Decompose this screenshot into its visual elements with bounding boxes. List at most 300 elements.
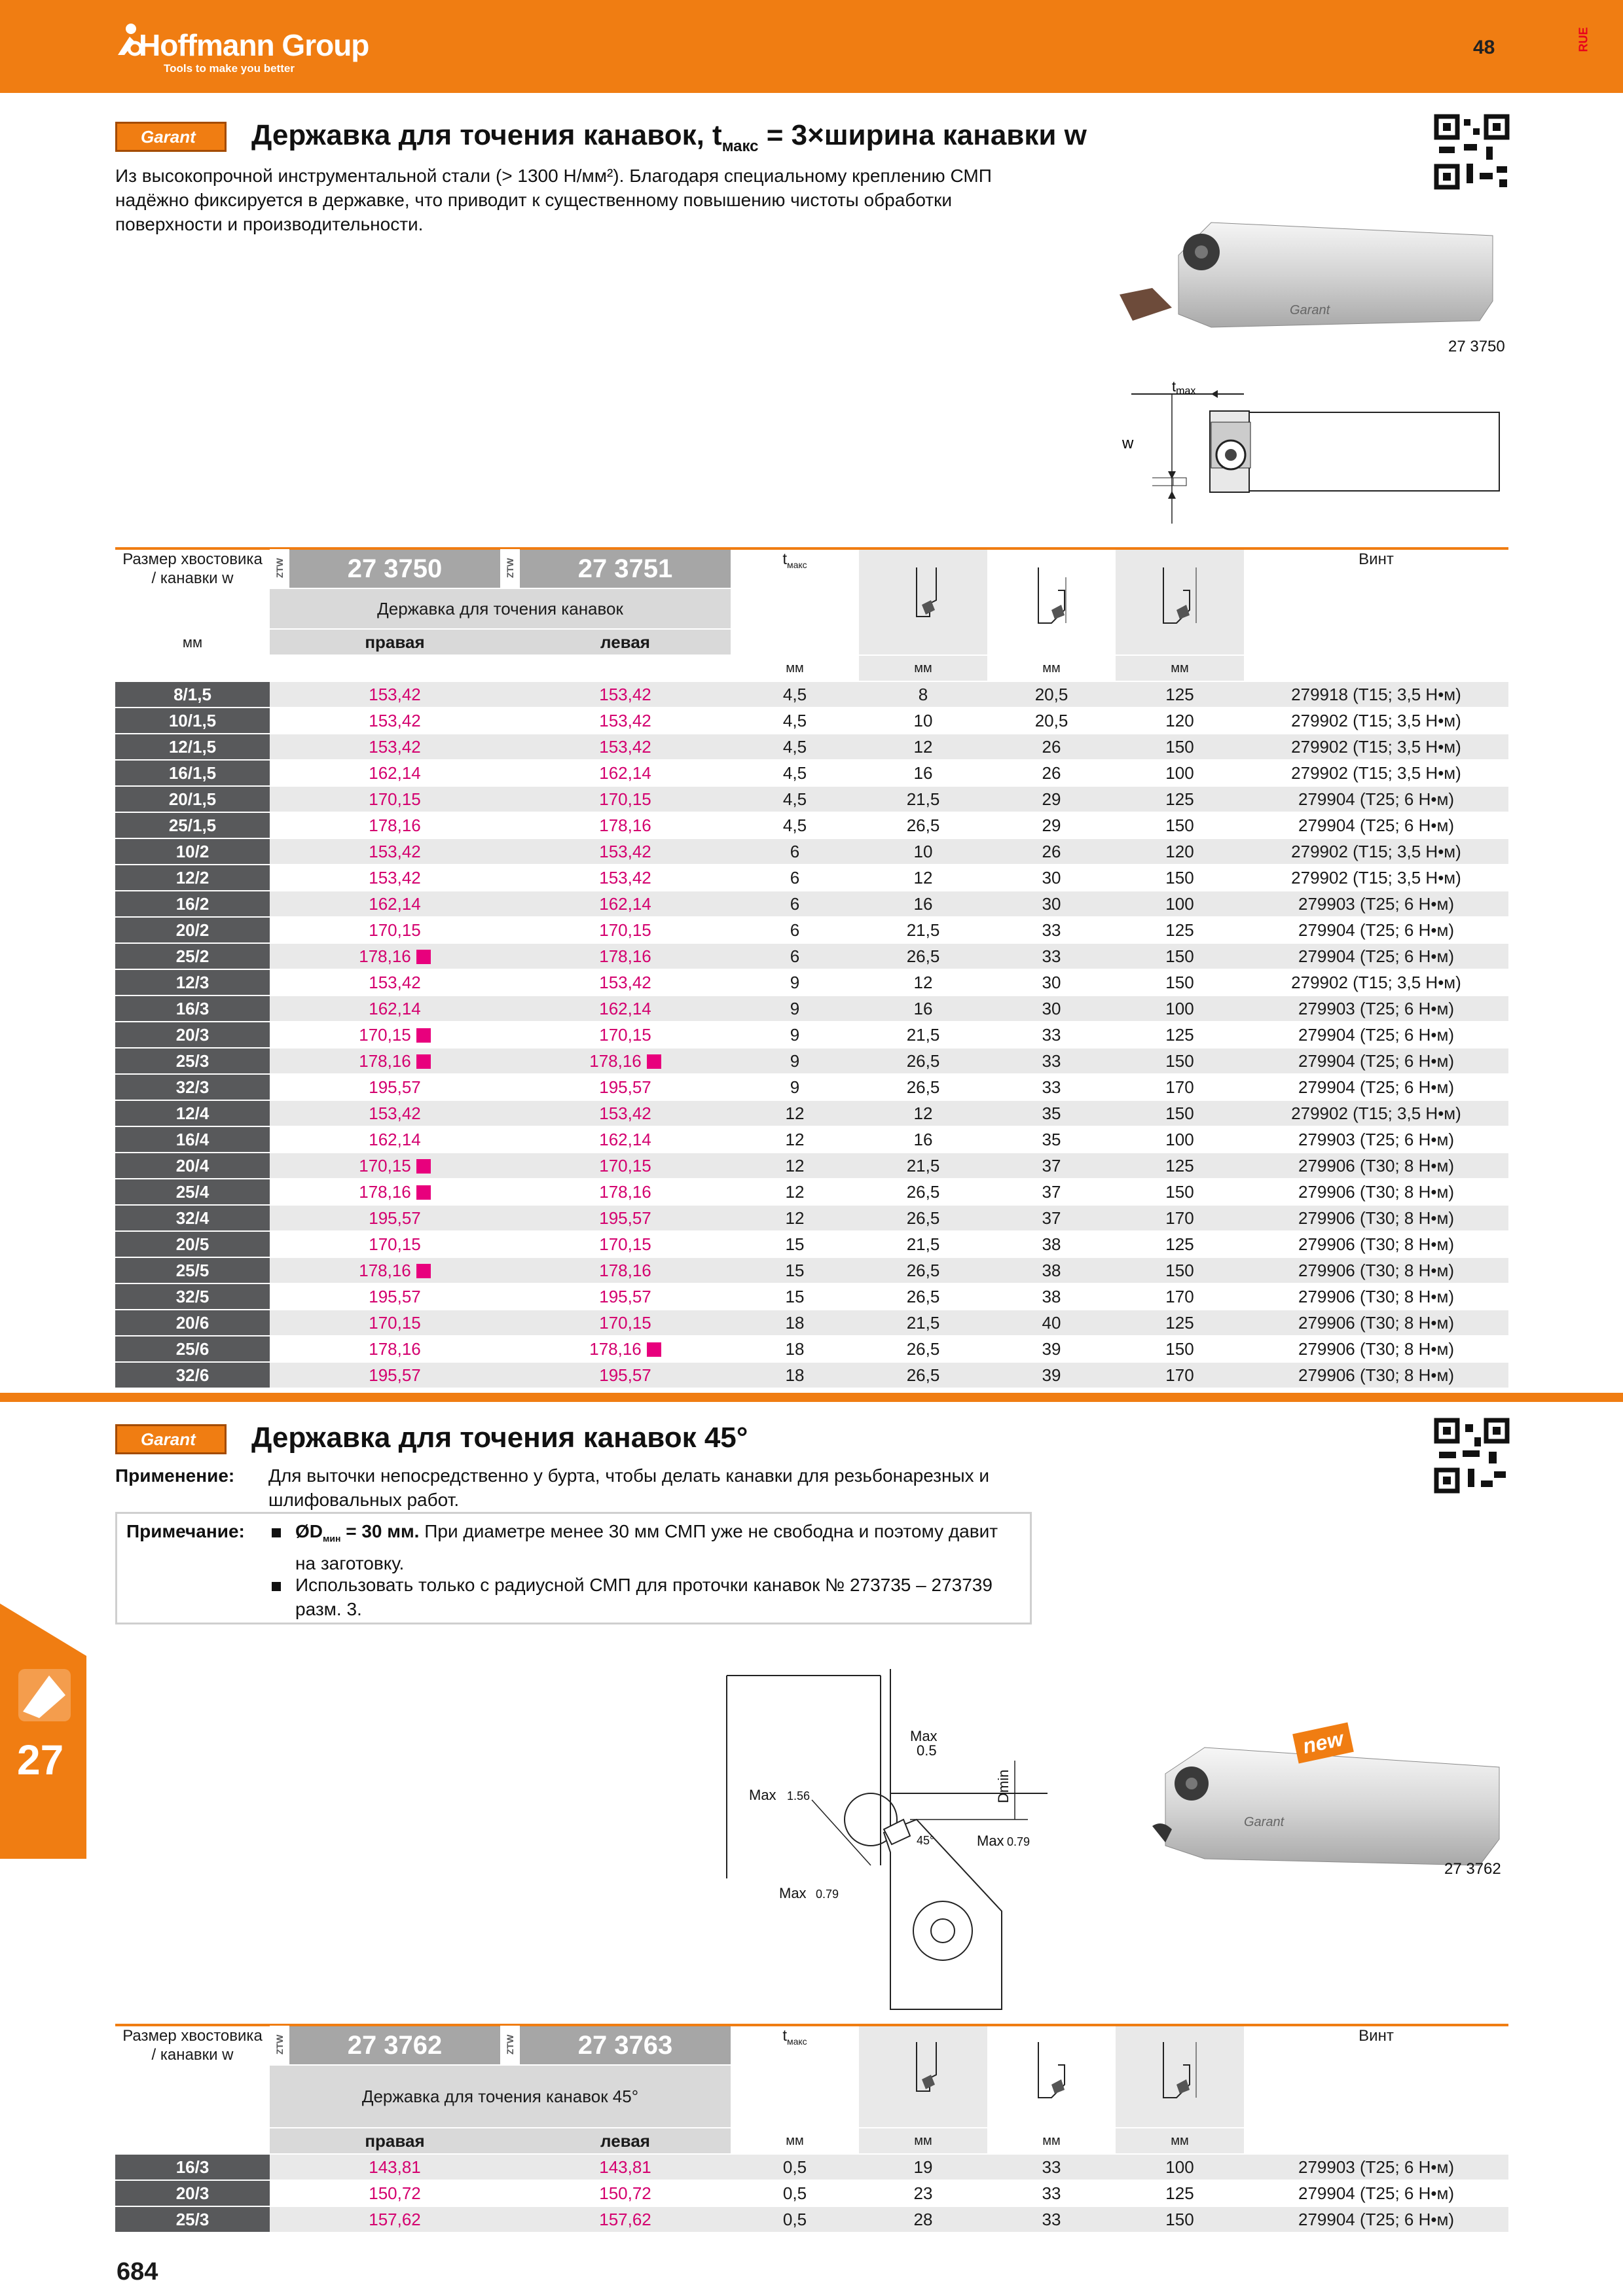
dim-3-value-text: 170 xyxy=(1165,1286,1194,1306)
price-left[interactable] xyxy=(520,1336,731,1362)
spacer xyxy=(500,708,520,734)
price-left[interactable] xyxy=(520,734,731,760)
shank-size-text: 32/4 xyxy=(175,1208,210,1228)
table-row xyxy=(115,996,1508,1022)
shank-size-text: 20/3 xyxy=(175,1024,210,1045)
spacer xyxy=(270,1022,289,1048)
price-left-text: 178,16 xyxy=(589,1338,642,1359)
dim-1-value-text: 21,5 xyxy=(906,1024,940,1045)
price-right[interactable] xyxy=(289,1310,500,1336)
dim-1-value-text: 23 xyxy=(913,2183,933,2203)
shank-size xyxy=(115,1074,270,1100)
screw-value-text: 279904 (T25; 6 Н•м) xyxy=(1298,1077,1454,1097)
screw-value xyxy=(1244,1074,1508,1100)
dim-3-value-text: 100 xyxy=(1165,762,1194,783)
size-column-header: Размер хвостовика / канавки w xyxy=(115,548,270,588)
price-right[interactable] xyxy=(289,1100,500,1126)
table-row xyxy=(115,1179,1508,1205)
dim-2-value-text: 35 xyxy=(1042,1103,1061,1123)
price-left[interactable] xyxy=(520,786,731,812)
dim-1-value-text: 16 xyxy=(913,762,933,783)
dim-2-value xyxy=(987,1179,1116,1205)
dim-1-value-text: 26,5 xyxy=(906,946,940,966)
dim-2-value xyxy=(987,2206,1116,2233)
brand-name[interactable]: Hoffmann Group xyxy=(139,28,369,62)
dim-3-value-text: 170 xyxy=(1165,1208,1194,1228)
price-left[interactable] xyxy=(520,943,731,969)
tmax-value-text: 9 xyxy=(790,972,800,992)
shank-size xyxy=(115,838,270,865)
price-right-text: 170,15 xyxy=(369,920,421,940)
dim-icon-3 xyxy=(1116,2025,1244,2128)
price-left[interactable] xyxy=(520,2154,731,2180)
dim-2-value xyxy=(987,1231,1116,1257)
screw-value xyxy=(1244,1231,1508,1257)
price-right-text: 143,81 xyxy=(369,2157,421,2177)
dim-2-value-text: 20,5 xyxy=(1034,710,1068,730)
svg-text:0.79: 0.79 xyxy=(1007,1835,1030,1848)
tmax-value-text: 6 xyxy=(790,867,800,888)
dim-2-value-text: 29 xyxy=(1042,815,1061,835)
price-right[interactable] xyxy=(289,1205,500,1231)
section1-description: Из высокопрочной инструментальной стали (> 1300 Н/мм²). Благодаря специальному креплению СМП надёжно фиксируется в державке, что приводит к существенному повышению чистоты обработки поверхности и производительности. xyxy=(115,166,992,234)
shank-size-text: 32/3 xyxy=(175,1077,210,1097)
price-left[interactable] xyxy=(520,1048,731,1074)
tmax-value xyxy=(731,891,859,917)
shank-size-text: 32/5 xyxy=(175,1286,210,1306)
dim-3-value-text: 125 xyxy=(1165,1155,1194,1175)
size-column-header: Размер хвостовика / канавки w xyxy=(115,2025,270,2065)
stock-marker-icon xyxy=(647,1054,661,1069)
dim-2-value-text: 33 xyxy=(1042,1050,1061,1071)
price-right[interactable] xyxy=(289,681,500,708)
screw-value xyxy=(1244,1310,1508,1336)
dim-2-value-text: 30 xyxy=(1042,998,1061,1018)
tmax-value xyxy=(731,786,859,812)
dim-2-value-text: 26 xyxy=(1042,841,1061,861)
ztw-label: ZTW xyxy=(500,2025,520,2065)
dim-1-value xyxy=(859,812,987,838)
stock-marker-icon xyxy=(416,1028,431,1043)
table-row xyxy=(115,917,1508,943)
shank-size-text: 20/4 xyxy=(175,1155,210,1175)
price-left-text: 162,14 xyxy=(599,762,651,783)
price-right[interactable] xyxy=(289,891,500,917)
screw-value xyxy=(1244,1362,1508,1388)
table-row xyxy=(115,943,1508,969)
price-left[interactable] xyxy=(520,1179,731,1205)
article-header-right[interactable]: 27 3750 xyxy=(289,548,500,588)
price-left-text: 143,81 xyxy=(599,2157,651,2177)
dim-2-value xyxy=(987,917,1116,943)
price-right[interactable] xyxy=(289,1048,500,1074)
dim-1-value xyxy=(859,2154,987,2180)
shank-size-text: 20/6 xyxy=(175,1312,210,1333)
price-right[interactable] xyxy=(289,838,500,865)
price-left[interactable] xyxy=(520,2206,731,2233)
screw-value-text: 279906 (T30; 8 Н•м) xyxy=(1298,1260,1454,1280)
screw-value xyxy=(1244,1100,1508,1126)
screw-value-text: 279902 (T15; 3,5 Н•м) xyxy=(1291,736,1461,757)
shank-size-text: 25/3 xyxy=(175,1050,210,1071)
price-right[interactable] xyxy=(289,943,500,969)
spacer xyxy=(270,760,289,786)
spacer xyxy=(500,2154,520,2180)
table-row xyxy=(115,1231,1508,1257)
table-row xyxy=(115,969,1508,996)
stock-marker-icon xyxy=(416,1264,431,1278)
table-row xyxy=(115,1257,1508,1283)
price-right[interactable] xyxy=(289,1336,500,1362)
price-right-text: 178,16 xyxy=(359,1050,411,1071)
tmax-value-text: 4,5 xyxy=(782,736,807,757)
dim-1-value xyxy=(859,1153,987,1179)
table-row xyxy=(115,760,1508,786)
dim-3-value-text: 150 xyxy=(1165,1050,1194,1071)
tmax-value xyxy=(731,1126,859,1153)
shank-size-text: 12/3 xyxy=(175,972,210,992)
screw-value-text: 279906 (T30; 8 Н•м) xyxy=(1298,1234,1454,1254)
screw-value-text: 279906 (T30; 8 Н•м) xyxy=(1298,1208,1454,1228)
tmax-value xyxy=(731,1205,859,1231)
tmax-value xyxy=(731,708,859,734)
dim-3-value-text: 125 xyxy=(1165,1234,1194,1254)
dim-1-value-text: 16 xyxy=(913,1129,933,1149)
spacer xyxy=(500,1283,520,1310)
screw-value xyxy=(1244,1126,1508,1153)
left-label: левая xyxy=(520,2128,731,2154)
price-right[interactable] xyxy=(289,2154,500,2180)
price-right[interactable] xyxy=(289,1257,500,1283)
price-left[interactable] xyxy=(520,838,731,865)
price-left-text: 195,57 xyxy=(599,1365,651,1385)
spacer xyxy=(270,681,289,708)
dim-1-value xyxy=(859,1231,987,1257)
shank-size xyxy=(115,1179,270,1205)
screw-value-text: 279903 (T25; 6 Н•м) xyxy=(1298,893,1454,914)
price-left-text: 170,15 xyxy=(599,1024,651,1045)
price-right-text: 178,16 xyxy=(359,946,411,966)
shank-size xyxy=(115,1310,270,1336)
dim-2-value xyxy=(987,1022,1116,1048)
dim-2-value xyxy=(987,1100,1116,1126)
tmax-value-text: 0,5 xyxy=(782,2209,807,2229)
spacer xyxy=(500,681,520,708)
dim-2-value-text: 38 xyxy=(1042,1286,1061,1306)
svg-text:Max: Max xyxy=(977,1833,1004,1849)
application-label: Применение: xyxy=(115,1465,235,1486)
dim-3-value xyxy=(1116,865,1244,891)
price-left[interactable] xyxy=(520,708,731,734)
dim-3-value xyxy=(1116,1283,1244,1310)
dim-2-value-text: 39 xyxy=(1042,1365,1061,1385)
shank-size-text: 16/3 xyxy=(175,2157,210,2177)
price-right-text: 162,14 xyxy=(369,1129,421,1149)
price-right[interactable] xyxy=(289,2180,500,2206)
tmax-value-text: 4,5 xyxy=(782,684,807,704)
dim-2-value xyxy=(987,996,1116,1022)
price-left[interactable] xyxy=(520,760,731,786)
dim-3-value xyxy=(1116,2180,1244,2206)
price-right[interactable] xyxy=(289,969,500,996)
dim-1-value xyxy=(859,786,987,812)
hoffmann-logo-icon xyxy=(115,22,141,56)
price-left[interactable] xyxy=(520,1205,731,1231)
spacer xyxy=(500,2206,520,2233)
price-right-text: 195,57 xyxy=(369,1208,421,1228)
dim-2-value xyxy=(987,969,1116,996)
dim-3-value-text: 150 xyxy=(1165,1260,1194,1280)
price-right[interactable] xyxy=(289,1074,500,1100)
dim-1-value xyxy=(859,891,987,917)
dim-2-value xyxy=(987,1153,1116,1179)
dim-3-value xyxy=(1116,786,1244,812)
dim-3-value-text: 100 xyxy=(1165,1129,1194,1149)
shank-size-text: 8/1,5 xyxy=(173,684,211,704)
dim-2-value xyxy=(987,838,1116,865)
price-left-text: 153,42 xyxy=(599,1103,651,1123)
image-caption-1: 27 3750 xyxy=(1448,338,1505,355)
chapter-number[interactable]: 27 xyxy=(17,1736,64,1784)
price-right[interactable] xyxy=(289,760,500,786)
tmax-value xyxy=(731,865,859,891)
price-right[interactable] xyxy=(289,786,500,812)
price-left[interactable] xyxy=(520,681,731,708)
table-row xyxy=(115,2206,1508,2233)
price-left[interactable] xyxy=(520,891,731,917)
price-right[interactable] xyxy=(289,1231,500,1257)
price-right[interactable] xyxy=(289,1283,500,1310)
price-left[interactable] xyxy=(520,1231,731,1257)
dim-3-value-text: 120 xyxy=(1165,841,1194,861)
dim-3-value xyxy=(1116,838,1244,865)
dim-3-value xyxy=(1116,2206,1244,2233)
dim-3-value-text: 170 xyxy=(1165,1077,1194,1097)
article-header-right[interactable]: 27 3762 xyxy=(289,2025,500,2065)
shank-size-text: 25/4 xyxy=(175,1181,210,1202)
spec-table-1 xyxy=(115,547,1508,1389)
spacer xyxy=(270,1100,289,1126)
dim-1-value xyxy=(859,760,987,786)
dim-3-value xyxy=(1116,1074,1244,1100)
spacer xyxy=(270,1205,289,1231)
page-number: 684 xyxy=(117,2258,158,2286)
price-left[interactable] xyxy=(520,917,731,943)
image-caption-2: 27 3762 xyxy=(1444,1860,1501,1878)
shank-size-text: 20/2 xyxy=(175,920,210,940)
shank-size-text: 16/3 xyxy=(175,998,210,1018)
dim-1-value xyxy=(859,1022,987,1048)
spacer xyxy=(500,1336,520,1362)
dim-1-value-text: 19 xyxy=(913,2157,933,2177)
dim-3-value xyxy=(1116,996,1244,1022)
price-right[interactable] xyxy=(289,708,500,734)
spacer xyxy=(270,996,289,1022)
tmax-value xyxy=(731,943,859,969)
price-right-text: 178,16 xyxy=(369,1338,421,1359)
dim-2-value xyxy=(987,1336,1116,1362)
price-right[interactable] xyxy=(289,1126,500,1153)
tmax-value xyxy=(731,1048,859,1074)
svg-text:0.79: 0.79 xyxy=(816,1888,839,1901)
dim-3-value-text: 150 xyxy=(1165,815,1194,835)
dim-3-value xyxy=(1116,1100,1244,1126)
price-left-text: 153,42 xyxy=(599,841,651,861)
dim-1-value-text: 28 xyxy=(913,2209,933,2229)
table-row xyxy=(115,1153,1508,1179)
shank-size-text: 20/3 xyxy=(175,2183,210,2203)
stock-marker-icon xyxy=(416,1054,431,1069)
price-right[interactable] xyxy=(289,1179,500,1205)
dim-1-value xyxy=(859,1283,987,1310)
table-row xyxy=(115,1048,1508,1074)
price-right-text: 153,42 xyxy=(369,710,421,730)
dim-2-value xyxy=(987,708,1116,734)
price-left-text: 195,57 xyxy=(599,1286,651,1306)
price-right[interactable] xyxy=(289,1362,500,1388)
w-label: w xyxy=(1122,435,1134,452)
dim-2-value-text: 33 xyxy=(1042,1077,1061,1097)
screw-value xyxy=(1244,786,1508,812)
screw-value-text: 279906 (T30; 8 Н•м) xyxy=(1298,1338,1454,1359)
dim-1-value-text: 12 xyxy=(913,867,933,888)
spacer xyxy=(270,1231,289,1257)
dim-3-value-text: 100 xyxy=(1165,893,1194,914)
screw-header: Винт xyxy=(1244,2025,1508,2128)
dim-1-value-text: 21,5 xyxy=(906,1234,940,1254)
spacer xyxy=(500,734,520,760)
svg-text:0.5: 0.5 xyxy=(917,1742,937,1759)
dim-3-value-text: 120 xyxy=(1165,710,1194,730)
svg-text:Max: Max xyxy=(910,1728,938,1744)
dim-3-value xyxy=(1116,969,1244,996)
dim-1-value xyxy=(859,708,987,734)
tmax-value-text: 15 xyxy=(785,1286,805,1306)
price-left[interactable] xyxy=(520,969,731,996)
section1-title: Державка для точения канавок, $t_{макс}$ = 3×ширина канавки w xyxy=(251,119,1087,155)
screw-value-text: 279903 (T25; 6 Н•м) xyxy=(1298,1129,1454,1149)
dim-2-value xyxy=(987,943,1116,969)
note-box xyxy=(115,1512,1032,1624)
screw-value xyxy=(1244,1336,1508,1362)
dim-2-value-text: 33 xyxy=(1042,2157,1061,2177)
screw-value xyxy=(1244,734,1508,760)
screw-value-text: 279902 (T15; 3,5 Н•м) xyxy=(1291,867,1461,888)
price-left[interactable] xyxy=(520,1362,731,1388)
screw-header: Винт xyxy=(1244,548,1508,655)
price-left[interactable] xyxy=(520,1100,731,1126)
tmax-header: $t_{макс}$ xyxy=(731,548,859,655)
price-left[interactable] xyxy=(520,1126,731,1153)
dim-2-value-text: 38 xyxy=(1042,1234,1061,1254)
shank-size xyxy=(115,2206,270,2233)
screw-value-text: 279902 (T15; 3,5 Н•м) xyxy=(1291,972,1461,992)
shank-size-text: 25/6 xyxy=(175,1338,210,1359)
spacer xyxy=(270,891,289,917)
spacer xyxy=(500,943,520,969)
price-left[interactable] xyxy=(520,1153,731,1179)
screw-value-text: 279903 (T25; 6 Н•м) xyxy=(1298,998,1454,1018)
spacer xyxy=(500,1257,520,1283)
shank-size-text: 20/5 xyxy=(175,1234,210,1254)
price-right[interactable] xyxy=(289,1153,500,1179)
price-right[interactable] xyxy=(289,1022,500,1048)
article-header-left[interactable]: 27 3763 xyxy=(520,2025,731,2065)
price-left[interactable] xyxy=(520,865,731,891)
table-row xyxy=(115,2180,1508,2206)
dim-3-value xyxy=(1116,812,1244,838)
garant-badge: Garant xyxy=(115,1424,227,1454)
tmax-value-text: 18 xyxy=(785,1338,805,1359)
dim-2-value xyxy=(987,1310,1116,1336)
shank-size xyxy=(115,865,270,891)
price-left[interactable] xyxy=(520,1022,731,1048)
tmax-value xyxy=(731,760,859,786)
price-left[interactable] xyxy=(520,1257,731,1283)
price-left[interactable] xyxy=(520,996,731,1022)
dim-1-value xyxy=(859,865,987,891)
price-right[interactable] xyxy=(289,865,500,891)
price-left[interactable] xyxy=(520,1283,731,1310)
spacer xyxy=(500,2180,520,2206)
screw-value-text: 279902 (T15; 3,5 Н•м) xyxy=(1291,1103,1461,1123)
price-left[interactable] xyxy=(520,2180,731,2206)
dim-3-value xyxy=(1116,1022,1244,1048)
dim-1-value-text: 26,5 xyxy=(906,1286,940,1306)
price-left[interactable] xyxy=(520,1310,731,1336)
screw-value xyxy=(1244,943,1508,969)
table-row xyxy=(115,1310,1508,1336)
dim-3-value-text: 170 xyxy=(1165,1365,1194,1385)
table-row xyxy=(115,2154,1508,2180)
tmax-value-text: 6 xyxy=(790,893,800,914)
price-left[interactable] xyxy=(520,812,731,838)
dim-1-value xyxy=(859,1257,987,1283)
price-right[interactable] xyxy=(289,812,500,838)
tmax-value-text: 12 xyxy=(785,1129,805,1149)
tmax-value xyxy=(731,734,859,760)
screw-value xyxy=(1244,760,1508,786)
dim-1-value-text: 26,5 xyxy=(906,1050,940,1071)
price-right[interactable] xyxy=(289,734,500,760)
dim-1-value xyxy=(859,1336,987,1362)
dim-2-value xyxy=(987,1205,1116,1231)
price-left[interactable] xyxy=(520,1074,731,1100)
spacer xyxy=(270,786,289,812)
tmax-value xyxy=(731,1283,859,1310)
article-header-left[interactable]: 27 3751 xyxy=(520,548,731,588)
qr-code[interactable] xyxy=(1434,114,1510,190)
price-right[interactable] xyxy=(289,917,500,943)
price-left-text: 170,15 xyxy=(599,1312,651,1333)
shank-size xyxy=(115,969,270,996)
tmax-value xyxy=(731,996,859,1022)
dim-2-value-text: 20,5 xyxy=(1034,684,1068,704)
price-right[interactable] xyxy=(289,996,500,1022)
price-right-text: 153,42 xyxy=(369,736,421,757)
shank-size xyxy=(115,1336,270,1362)
tmax-value-text: 6 xyxy=(790,946,800,966)
price-right[interactable] xyxy=(289,2206,500,2233)
spacer xyxy=(500,1022,520,1048)
shank-size-text: 25/3 xyxy=(175,2209,210,2229)
price-right-text: 178,16 xyxy=(369,815,421,835)
dim-3-value xyxy=(1116,1257,1244,1283)
tmax-value-text: 9 xyxy=(790,1077,800,1097)
tmax-value xyxy=(731,1100,859,1126)
shank-size-text: 25/2 xyxy=(175,946,210,966)
qr-code[interactable] xyxy=(1434,1418,1510,1494)
